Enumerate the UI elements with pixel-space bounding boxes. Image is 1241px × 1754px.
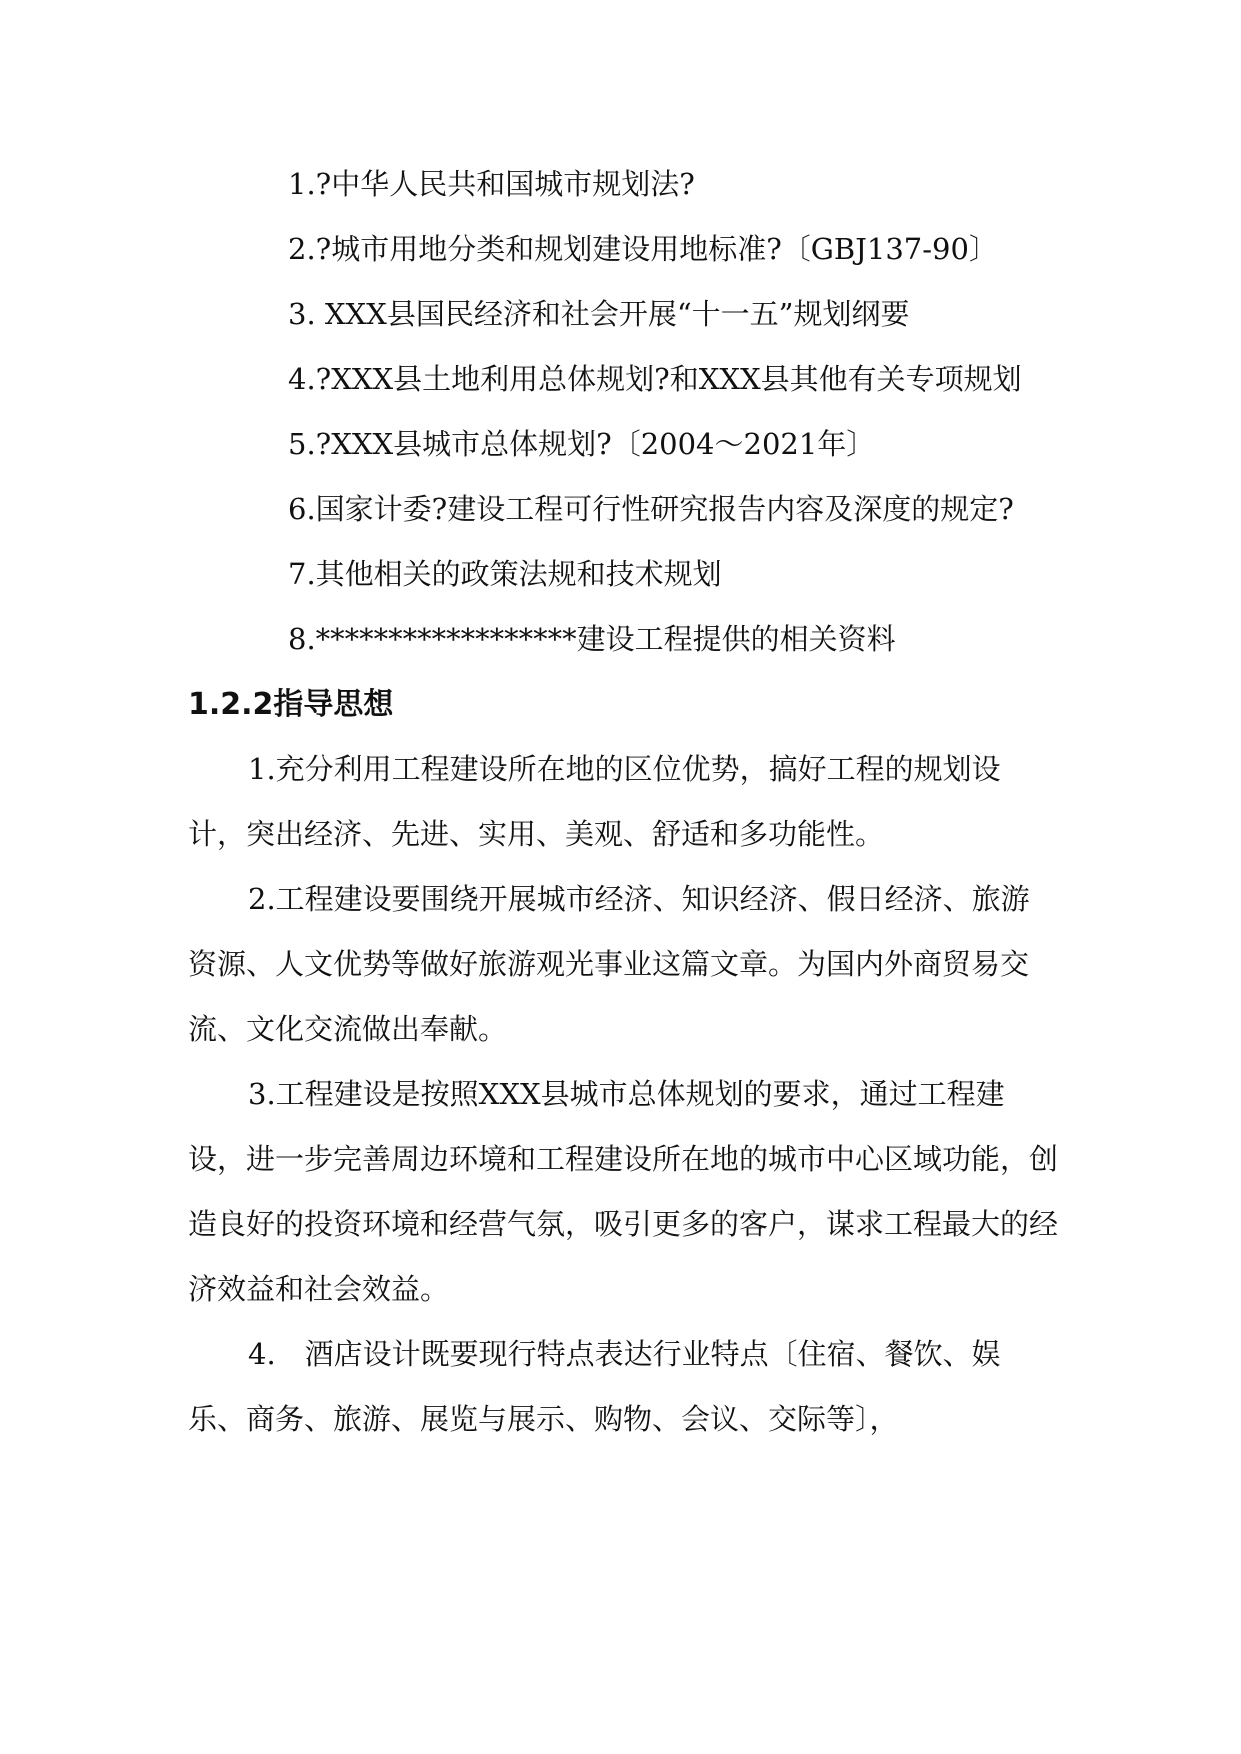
basis-item-5: 5.?XXX县城市总体规划?〔2004～2021年〕 <box>288 427 876 461</box>
basis-item-4: 4.?XXX县土地利用总体规划?和XXX县其他有关专项规划 <box>288 362 1022 396</box>
basis-item-3: 3. XXX县国民经济和社会开展“十一五”规划纲要 <box>288 297 910 331</box>
basis-item-6: 6.国家计委?建设工程可行性研究报告内容及深度的规定? <box>288 492 1014 526</box>
basis-item-7: 7.其他相关的政策法规和技术规划 <box>288 557 722 591</box>
guideline-paragraph-3: 3.工程建设是按照XXX县城市总体规划的要求，通过工程建设，进一步完善周边环境和工程建设所在地的城市中心区域功能，创造良好的投资环境和经营气氛，吸引更多的客户，谋求工程最大的经济效益和社会效益。 <box>188 1077 1059 1306</box>
guideline-paragraph-1: 1.充分利用工程建设所在地的区位优势，搞好工程的规划设计，突出经济、先进、实用、美观、舒适和多功能性。 <box>188 752 1001 851</box>
page-content <box>188 152 1058 1452</box>
basis-item-8: 8.******************建设工程提供的相关资料 <box>288 622 896 656</box>
basis-item-1: 1.?中华人民共和国城市规划法? <box>288 167 695 201</box>
section-heading: 1.2.2指导思想 <box>188 687 394 722</box>
guideline-paragraph-2: 2.工程建设要围绕开展城市经济、知识经济、假日经济、旅游资源、人文优势等做好旅游观光事业这篇文章。为国内外商贸易交流、文化交流做出奉献。 <box>188 882 1030 1046</box>
guideline-paragraph-4: 4. 酒店设计既要现行特点表达行业特点〔住宿、餐饮、娱乐、商务、旅游、展览与展示、购物、会议、交际等〕， <box>188 1337 1001 1436</box>
basis-item-2: 2.?城市用地分类和规划建设用地标准?〔GBJ137-90〕 <box>288 232 998 266</box>
